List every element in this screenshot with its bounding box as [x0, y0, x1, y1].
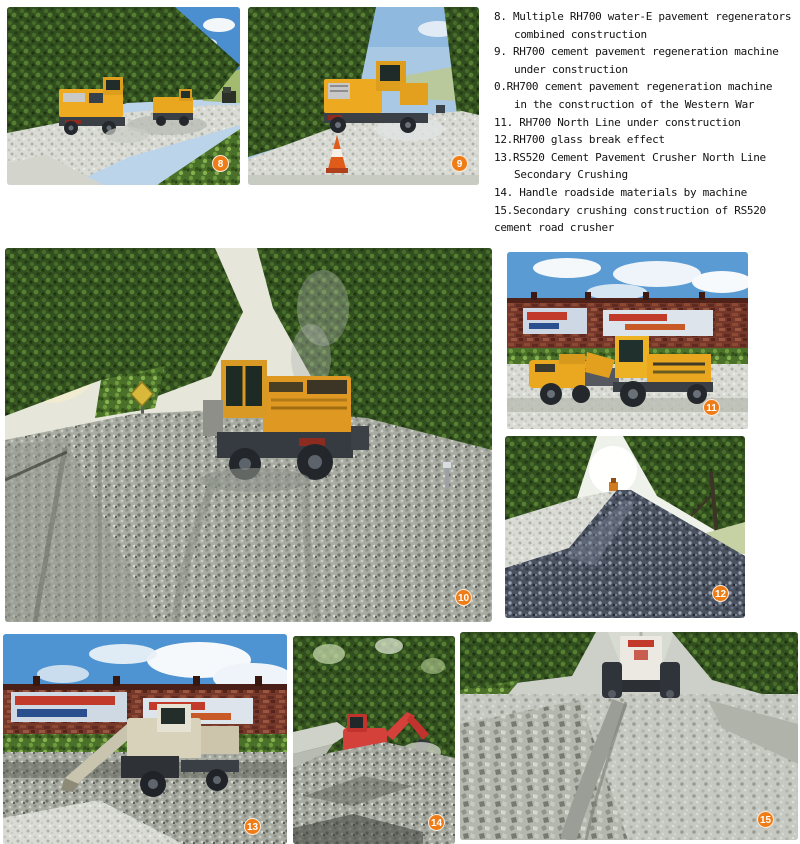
photo-8	[7, 7, 240, 185]
caption-line: 8. Multiple RH700 water-E pavement regenerators	[494, 10, 792, 23]
photo-number-badge: 13	[244, 818, 261, 835]
caption-list	[494, 8, 800, 237]
photo-12-illustration	[505, 436, 745, 618]
photo-number-badge: 12	[712, 585, 729, 602]
photo-9-illustration	[248, 7, 479, 185]
photo-10	[5, 248, 492, 622]
photo-number-badge: 8	[212, 155, 229, 172]
caption-line: 14. Handle roadside materials by machine	[494, 185, 747, 199]
caption-line: in the construction of the Western War	[514, 97, 755, 111]
photo-8-illustration	[7, 7, 240, 185]
caption-line: 0.RH700 cement pavement regeneration machine	[494, 80, 773, 94]
photo-13	[3, 634, 287, 844]
photo-number-badge: 11	[703, 399, 720, 416]
photo-12	[505, 436, 745, 618]
photo-number-badge: 10	[455, 589, 472, 606]
photo-14-illustration	[293, 636, 455, 844]
photo-15-illustration	[460, 632, 798, 840]
caption-line: 15.Secondary crushing construction of RS520	[494, 203, 766, 217]
caption-line: Secondary Crushing	[514, 168, 628, 182]
caption-line: 12.RH700 glass break effect	[494, 133, 665, 147]
photo-9	[248, 7, 479, 185]
caption-line: under construction	[514, 62, 628, 76]
photo-10-illustration	[5, 248, 492, 622]
caption-line: 13.RS520 Cement Pavement Crusher North Line	[494, 150, 766, 164]
caption-line: cement road crusher	[494, 221, 615, 235]
photo-11	[507, 252, 748, 429]
photo-15	[460, 632, 798, 840]
photo-number-badge: 9	[451, 155, 468, 172]
caption-line: 9. RH700 cement pavement regeneration machine	[494, 45, 779, 59]
photo-13-illustration	[3, 634, 287, 844]
photo-number-badge: 15	[757, 811, 774, 828]
caption-line: 11. RH700 North Line under construction	[494, 115, 741, 129]
photo-14	[293, 636, 455, 844]
photo-number-badge: 14	[428, 814, 445, 831]
caption-line: combined construction	[514, 27, 647, 41]
